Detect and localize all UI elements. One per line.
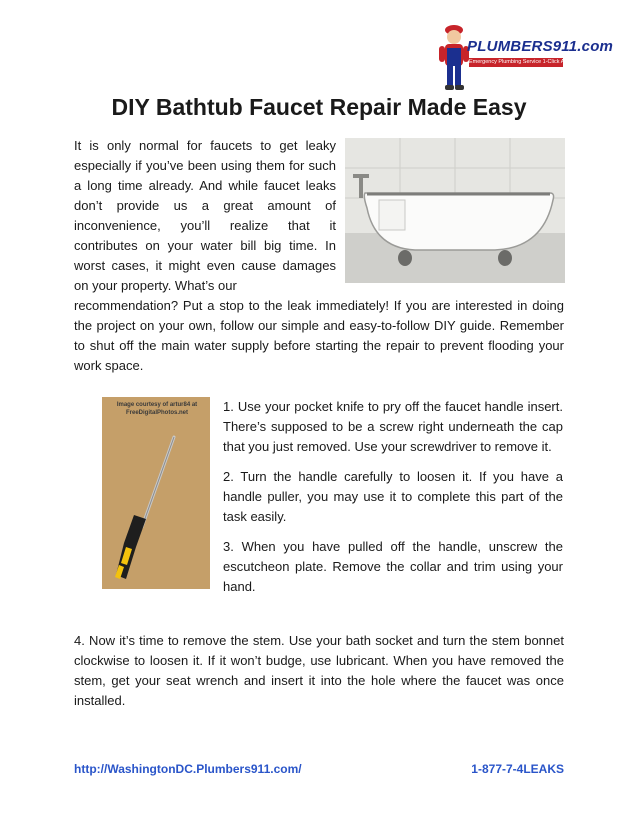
steps-list	[223, 397, 563, 607]
footer-website-link[interactable]: http://WashingtonDC.Plumbers911.com/	[74, 762, 302, 776]
logo-name: PLUMBERS911.com	[467, 38, 614, 55]
screwdriver-photo	[102, 397, 210, 589]
step-1: 1. Use your pocket knife to pry off the faucet handle insert. There’s supposed to be a screw right underneath the cap that you just removed. Use your screwdriver to remove it.	[223, 399, 563, 454]
image-credit: Image courtesy of artur84 at FreeDigitalPhotos.net	[116, 402, 198, 416]
page-title: DIY Bathtub Faucet Repair Made Easy	[111, 94, 527, 120]
step-3: 3. When you have pulled off the handle, unscrew the escutcheon plate. Remove the collar and trim using your hand.	[223, 539, 563, 594]
footer-phone-number[interactable]: 1-877-7-4LEAKS	[471, 762, 564, 776]
plumbers911-logo	[437, 22, 614, 92]
intro-paragraph-part1: It is only normal for faucets to get leaky especially if you’ve been using them for such a long time already. And while faucet leaks don’t provide us a great amount of inconvenience, you’ll realize that it contributes on your water bill big time. In worst cases, it might even cause damages on your property. What’s our	[74, 138, 336, 293]
step-4: 4. Now it’s time to remove the stem. Use your bath socket and turn the stem bonnet clockwise to loosen it. If it won’t budge, use lubricant. When you have removed the stem, get your seat wrench and insert it into the hole where the faucet was once installed.	[74, 633, 564, 708]
plumber-mascot-icon	[437, 22, 471, 92]
step-2: 2. Turn the handle carefully to loosen it. If you have a handle puller, you may use it to complete this part of the task easily.	[223, 469, 563, 524]
bathtub-photo	[345, 138, 565, 283]
intro-paragraph-part2: recommendation? Put a stop to the leak immediately! If you are interested in doing the project on your own, follow our simple and easy-to-follow DIY guide. Remember to shut off the main water supply before starting the repair to prevent flooding your work space.	[74, 298, 564, 373]
logo-tagline: Emergency Plumbing Service 1-Click Away	[469, 59, 575, 65]
